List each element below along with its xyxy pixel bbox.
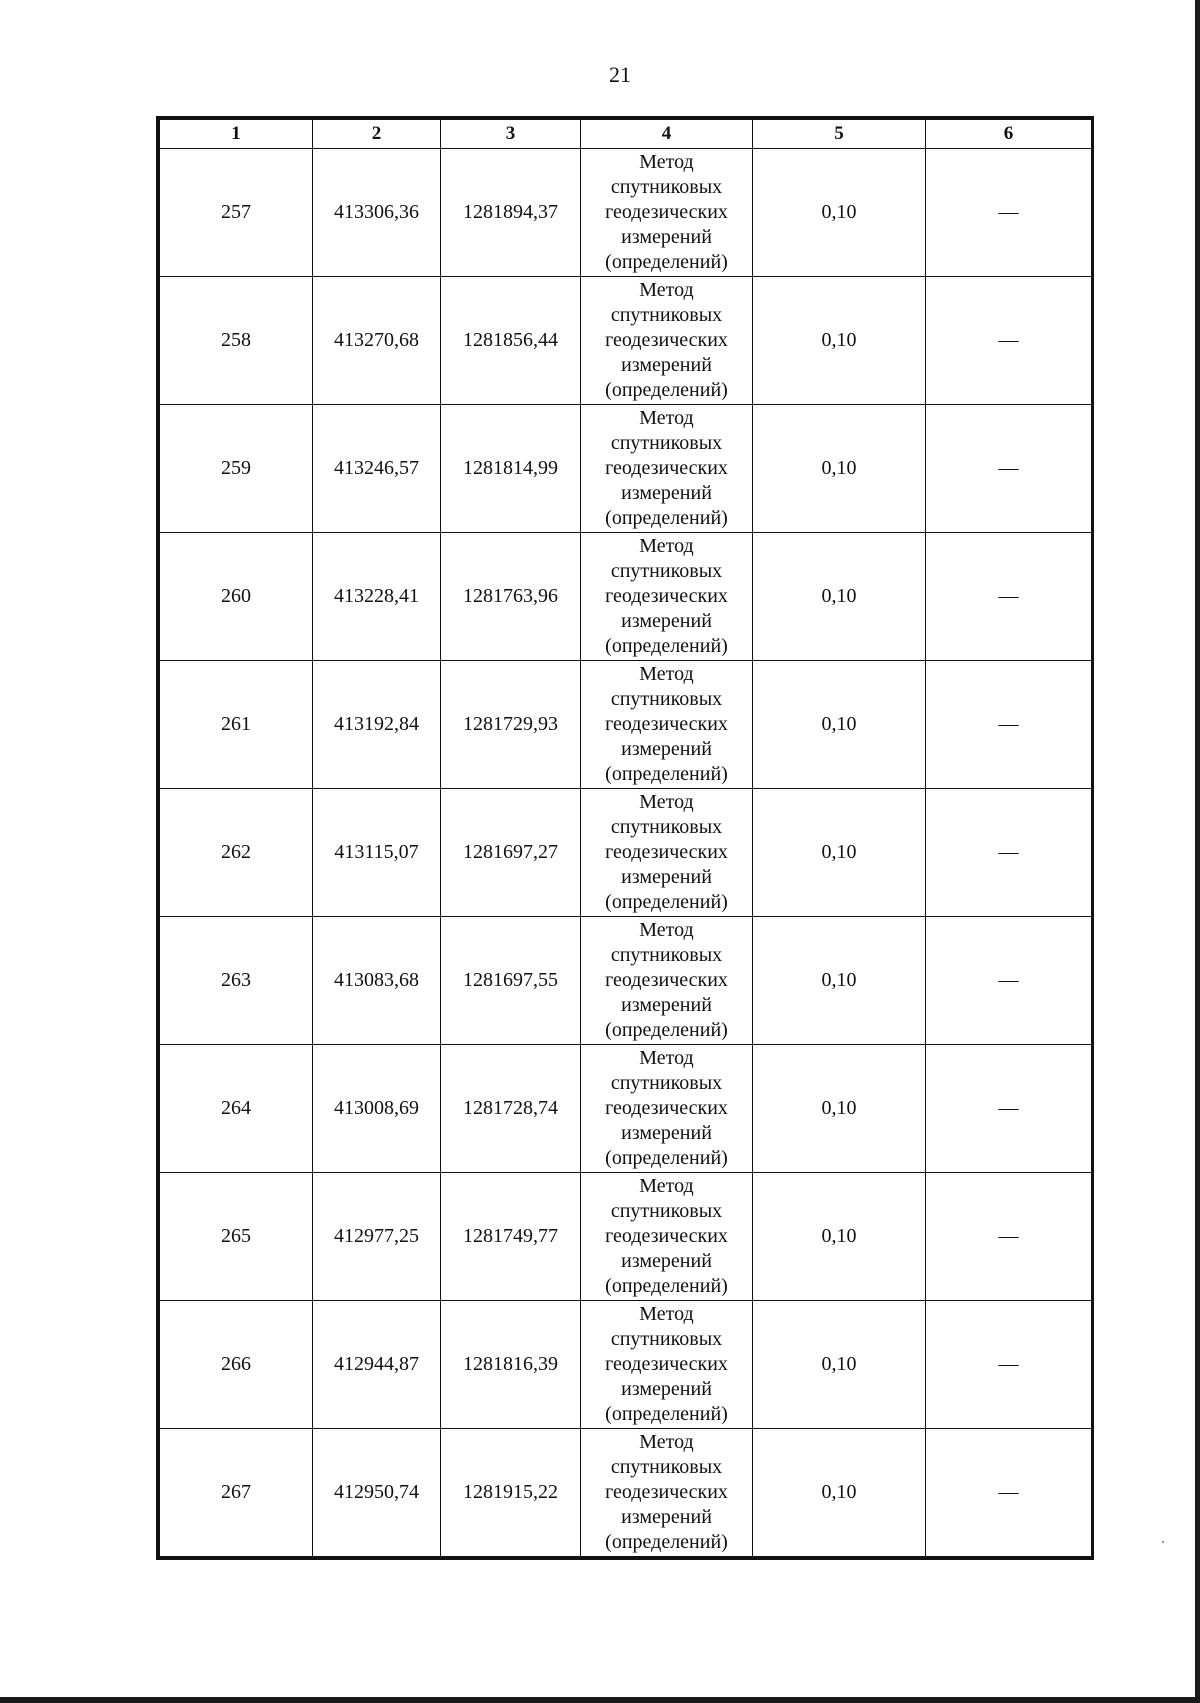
method-line: геодезических	[605, 713, 728, 735]
note-cell: —	[926, 533, 1092, 661]
x-coordinate-cell: 413083,68	[313, 917, 441, 1045]
y-coordinate-cell: 1281728,74	[441, 1045, 581, 1173]
page-edge-right	[1195, 0, 1200, 1703]
y-coordinate-cell: 1281697,27	[441, 789, 581, 917]
table-row	[160, 789, 1092, 917]
point-number-cell: 259	[160, 405, 313, 533]
method-line: измерений	[621, 1122, 712, 1144]
column-header-5: 5	[753, 120, 926, 149]
method-line: Метод	[639, 279, 694, 301]
method-line: Метод	[639, 1047, 694, 1069]
method-line: спутниковых	[610, 432, 723, 454]
point-number-cell: 264	[160, 1045, 313, 1173]
column-header-1: 1	[160, 120, 313, 149]
table-row	[160, 1429, 1092, 1557]
method-line: спутниковых	[610, 304, 723, 326]
method-line: спутниковых	[610, 944, 723, 966]
x-coordinate-cell: 413306,36	[313, 149, 441, 277]
method-line: геодезических	[605, 969, 728, 991]
method-line: Метод	[639, 407, 694, 429]
page-number: 21	[609, 62, 631, 87]
method-line: (определений)	[605, 1275, 728, 1297]
table-row	[160, 1173, 1092, 1301]
table-row	[160, 533, 1092, 661]
method-line: измерений	[621, 1506, 712, 1528]
accuracy-cell: 0,10	[753, 917, 926, 1045]
method-line: геодезических	[605, 585, 728, 607]
method-line: измерений	[621, 226, 712, 248]
note-cell: —	[926, 1173, 1092, 1301]
method-line: Метод	[639, 663, 694, 685]
table-body	[160, 149, 1092, 1557]
accuracy-cell: 0,10	[753, 405, 926, 533]
x-coordinate-cell: 413192,84	[313, 661, 441, 789]
accuracy-cell: 0,10	[753, 789, 926, 917]
method-line: геодезических	[605, 841, 728, 863]
method-line: геодезических	[605, 329, 728, 351]
method-cell	[581, 1429, 753, 1557]
method-line: измерений	[621, 1250, 712, 1272]
method-line: (определений)	[605, 379, 728, 401]
y-coordinate-cell: 1281729,93	[441, 661, 581, 789]
coordinates-table-frame	[156, 116, 1094, 1560]
method-line: геодезических	[605, 1481, 728, 1503]
x-coordinate-cell: 412977,25	[313, 1173, 441, 1301]
point-number-cell: 261	[160, 661, 313, 789]
table-row	[160, 917, 1092, 1045]
method-line: геодезических	[605, 457, 728, 479]
scan-speck	[1162, 1541, 1164, 1543]
coordinates-table	[159, 119, 1092, 1557]
column-header-4: 4	[581, 120, 753, 149]
method-line: (определений)	[605, 507, 728, 529]
method-line: (определений)	[605, 1531, 728, 1553]
method-line: измерений	[621, 994, 712, 1016]
method-line: Метод	[639, 151, 694, 173]
accuracy-cell: 0,10	[753, 277, 926, 405]
accuracy-cell: 0,10	[753, 1045, 926, 1173]
method-line: геодезических	[605, 1097, 728, 1119]
method-line: (определений)	[605, 891, 728, 913]
method-cell	[581, 277, 753, 405]
method-cell	[581, 405, 753, 533]
note-cell: —	[926, 277, 1092, 405]
page-edge-bottom	[0, 1697, 1200, 1703]
method-line: спутниковых	[610, 816, 723, 838]
note-cell: —	[926, 1301, 1092, 1429]
method-line: (определений)	[605, 763, 728, 785]
table-row	[160, 405, 1092, 533]
method-line: спутниковых	[610, 1200, 723, 1222]
method-line: (определений)	[605, 1403, 728, 1425]
method-cell	[581, 789, 753, 917]
method-line: Метод	[639, 1175, 694, 1197]
point-number-cell: 258	[160, 277, 313, 405]
x-coordinate-cell: 413270,68	[313, 277, 441, 405]
y-coordinate-cell: 1281697,55	[441, 917, 581, 1045]
note-cell: —	[926, 1045, 1092, 1173]
method-line: (определений)	[605, 1147, 728, 1169]
table-row	[160, 1045, 1092, 1173]
method-line: измерений	[621, 354, 712, 376]
table-row	[160, 149, 1092, 277]
method-line: спутниковых	[610, 560, 723, 582]
accuracy-cell: 0,10	[753, 1301, 926, 1429]
point-number-cell: 263	[160, 917, 313, 1045]
method-cell	[581, 1045, 753, 1173]
method-line: спутниковых	[610, 688, 723, 710]
x-coordinate-cell: 413008,69	[313, 1045, 441, 1173]
method-line: (определений)	[605, 251, 728, 273]
method-line: Метод	[639, 791, 694, 813]
note-cell: —	[926, 149, 1092, 277]
method-cell	[581, 1173, 753, 1301]
method-line: Метод	[639, 919, 694, 941]
note-cell: —	[926, 405, 1092, 533]
point-number-cell: 257	[160, 149, 313, 277]
method-line: Метод	[639, 1431, 694, 1453]
method-line: геодезических	[605, 201, 728, 223]
y-coordinate-cell: 1281814,99	[441, 405, 581, 533]
method-cell	[581, 917, 753, 1045]
accuracy-cell: 0,10	[753, 533, 926, 661]
x-coordinate-cell: 412950,74	[313, 1429, 441, 1557]
point-number-cell: 260	[160, 533, 313, 661]
y-coordinate-cell: 1281915,22	[441, 1429, 581, 1557]
method-line: Метод	[639, 1303, 694, 1325]
y-coordinate-cell: 1281763,96	[441, 533, 581, 661]
method-line: (определений)	[605, 635, 728, 657]
point-number-cell: 266	[160, 1301, 313, 1429]
method-line: измерений	[621, 482, 712, 504]
method-line: спутниковых	[610, 1456, 723, 1478]
method-cell	[581, 1301, 753, 1429]
point-number-cell: 265	[160, 1173, 313, 1301]
point-number-cell: 267	[160, 1429, 313, 1557]
x-coordinate-cell: 412944,87	[313, 1301, 441, 1429]
table-header-row	[160, 120, 1092, 149]
point-number-cell: 262	[160, 789, 313, 917]
method-line: (определений)	[605, 1019, 728, 1041]
x-coordinate-cell: 413228,41	[313, 533, 441, 661]
method-line: измерений	[621, 738, 712, 760]
table-row	[160, 1301, 1092, 1429]
note-cell: —	[926, 917, 1092, 1045]
column-header-2: 2	[313, 120, 441, 149]
accuracy-cell: 0,10	[753, 1429, 926, 1557]
accuracy-cell: 0,10	[753, 1173, 926, 1301]
method-line: геодезических	[605, 1225, 728, 1247]
note-cell: —	[926, 661, 1092, 789]
method-line: спутниковых	[610, 1328, 723, 1350]
method-cell	[581, 661, 753, 789]
method-cell	[581, 149, 753, 277]
y-coordinate-cell: 1281856,44	[441, 277, 581, 405]
accuracy-cell: 0,10	[753, 149, 926, 277]
method-cell	[581, 533, 753, 661]
method-line: геодезических	[605, 1353, 728, 1375]
method-line: измерений	[621, 866, 712, 888]
note-cell: —	[926, 1429, 1092, 1557]
table-row	[160, 277, 1092, 405]
method-line: спутниковых	[610, 176, 723, 198]
method-line: измерений	[621, 1378, 712, 1400]
note-cell: —	[926, 789, 1092, 917]
column-header-6: 6	[926, 120, 1092, 149]
accuracy-cell: 0,10	[753, 661, 926, 789]
column-header-3: 3	[441, 120, 581, 149]
method-line: спутниковых	[610, 1072, 723, 1094]
y-coordinate-cell: 1281894,37	[441, 149, 581, 277]
y-coordinate-cell: 1281816,39	[441, 1301, 581, 1429]
table-row	[160, 661, 1092, 789]
y-coordinate-cell: 1281749,77	[441, 1173, 581, 1301]
x-coordinate-cell: 413115,07	[313, 789, 441, 917]
x-coordinate-cell: 413246,57	[313, 405, 441, 533]
method-line: Метод	[639, 535, 694, 557]
method-line: измерений	[621, 610, 712, 632]
